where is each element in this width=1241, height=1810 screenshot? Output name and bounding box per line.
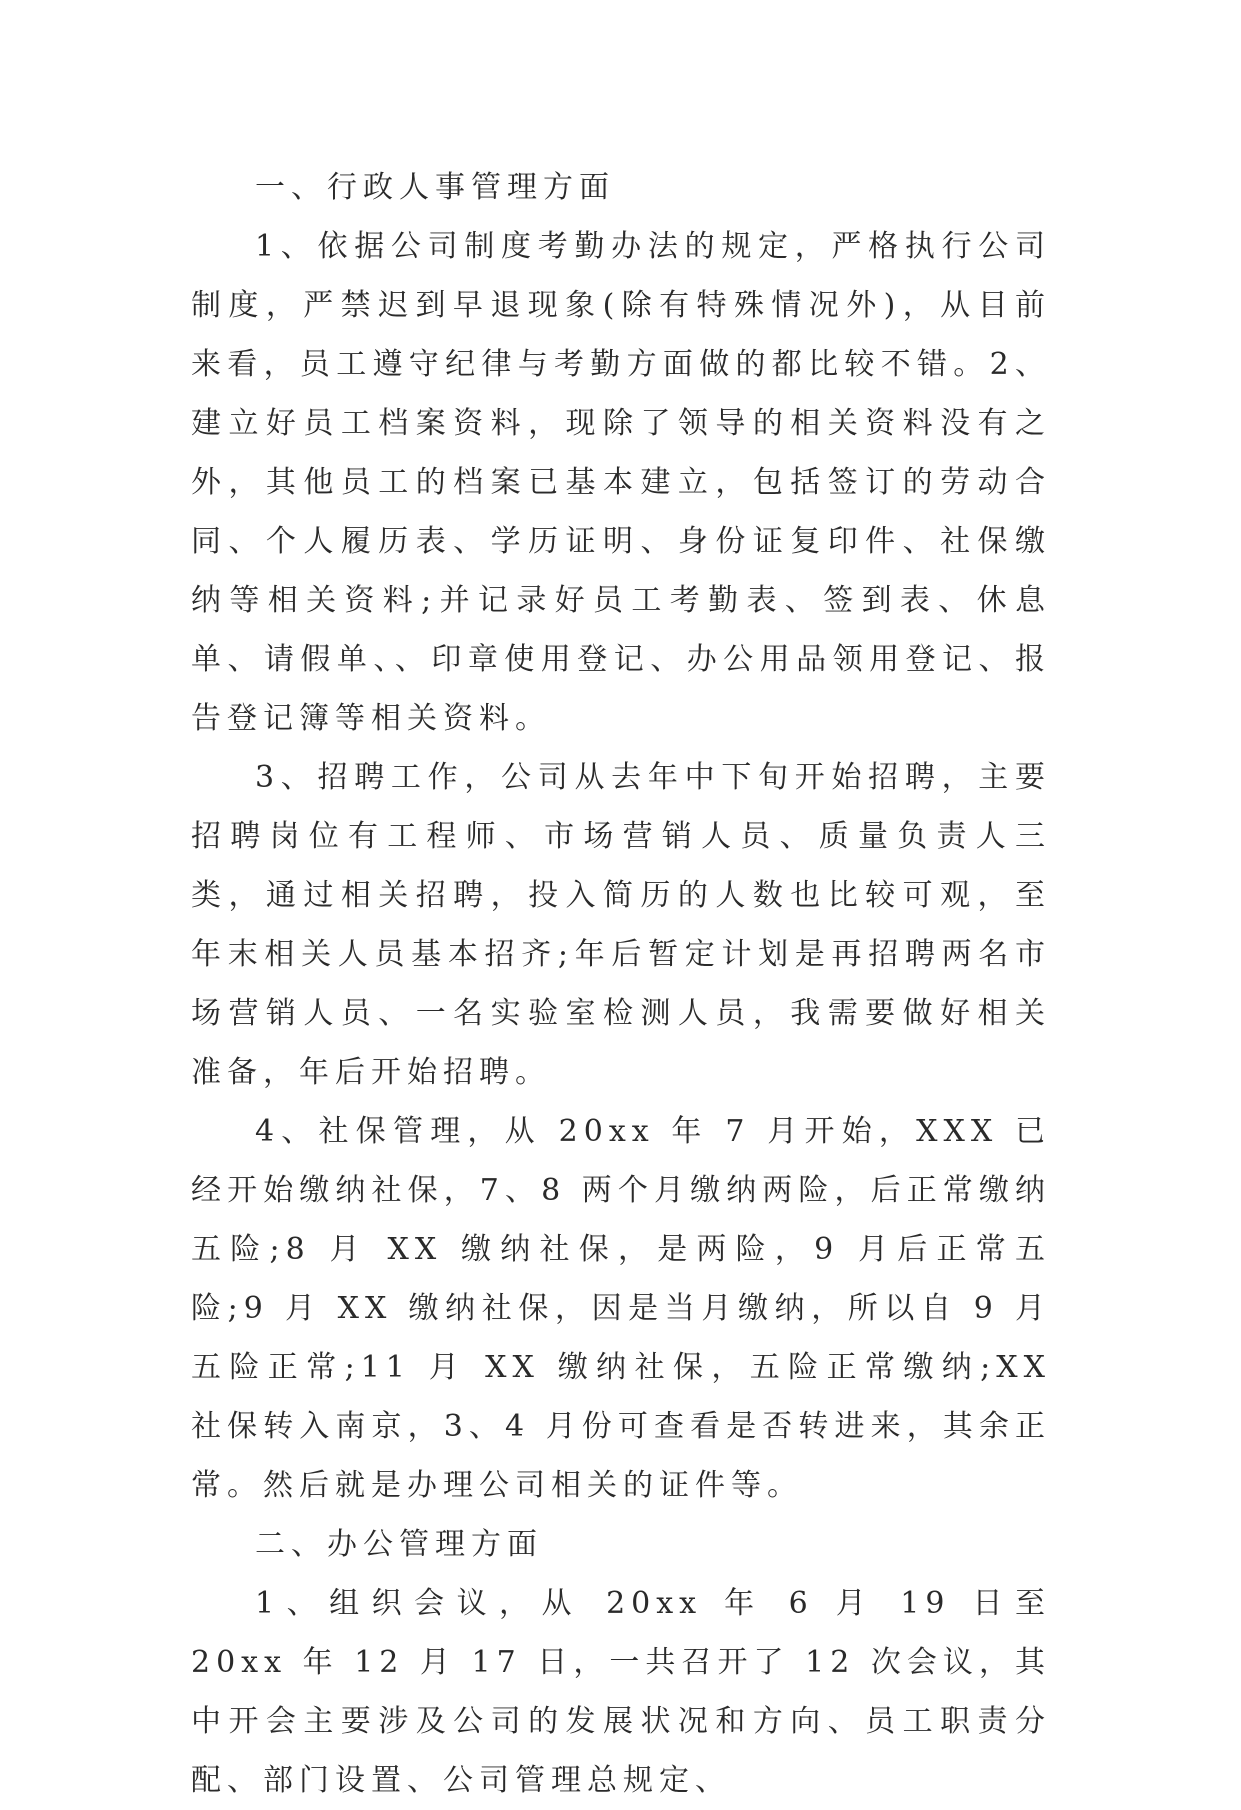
paragraph-meetings: 1、组织会议，从 20xx 年 6 月 19 日至 20xx 年 12 月 17 日，一共召开了 12 次会议，其中开会主要涉及公司的发展状况和方向、员工职责分配、部门设置、公司管理总规定、: [191, 1586, 1051, 1798]
paragraph-attendance-records: 1、依据公司制度考勤办法的规定，严格执行公司制度，严禁迟到早退现象(除有特殊情况外)，从目前来看，员工遵守纪律与考勤方面做的都比较不错。2、建立好员工档案资料，现除了领导的相关资料没有之外，其他员工的档案已基本建立，包括签订的劳动合同、个人履历表、学历证明、身份证复印件、社保缴纳等相关资料;并记录好员工考勤表、签到表、休息单、请假单、、印章使用登记、办公用品领用登记、报告登记簿等相关资料。: [191, 229, 1051, 736]
paragraph-social-insurance: 4、社保管理，从 20xx 年 7 月开始，XXX 已经开始缴纳社保，7、8 两个月缴纳两险，后正常缴纳五险;8 月 XX 缴纳社保，是两险，9 月后正常五险;9 月 XX 缴纳社保，因是当月缴纳，所以自 9 月五险正常;11 月 XX 缴纳社保，五险正常缴纳;XX 社保转入南京，3、4 月份可查看是否转进来，其余正常。然后就是办理公司相关的证件等。: [191, 1114, 1051, 1503]
section-heading-admin-hr: 一、行政人事管理方面: [255, 170, 615, 205]
document-body: [191, 158, 1051, 1810]
paragraph-recruitment: 3、招聘工作，公司从去年中下旬开始招聘，主要招聘岗位有工程师、市场营销人员、质量负责人三类，通过相关招聘，投入简历的人数也比较可观，至年末相关人员基本招齐;年后暂定计划是再招聘两名市场营销人员、一名实验室检测人员，我需要做好相关准备，年后开始招聘。: [191, 760, 1051, 1090]
section-heading-office-management: 二、办公管理方面: [255, 1527, 543, 1562]
